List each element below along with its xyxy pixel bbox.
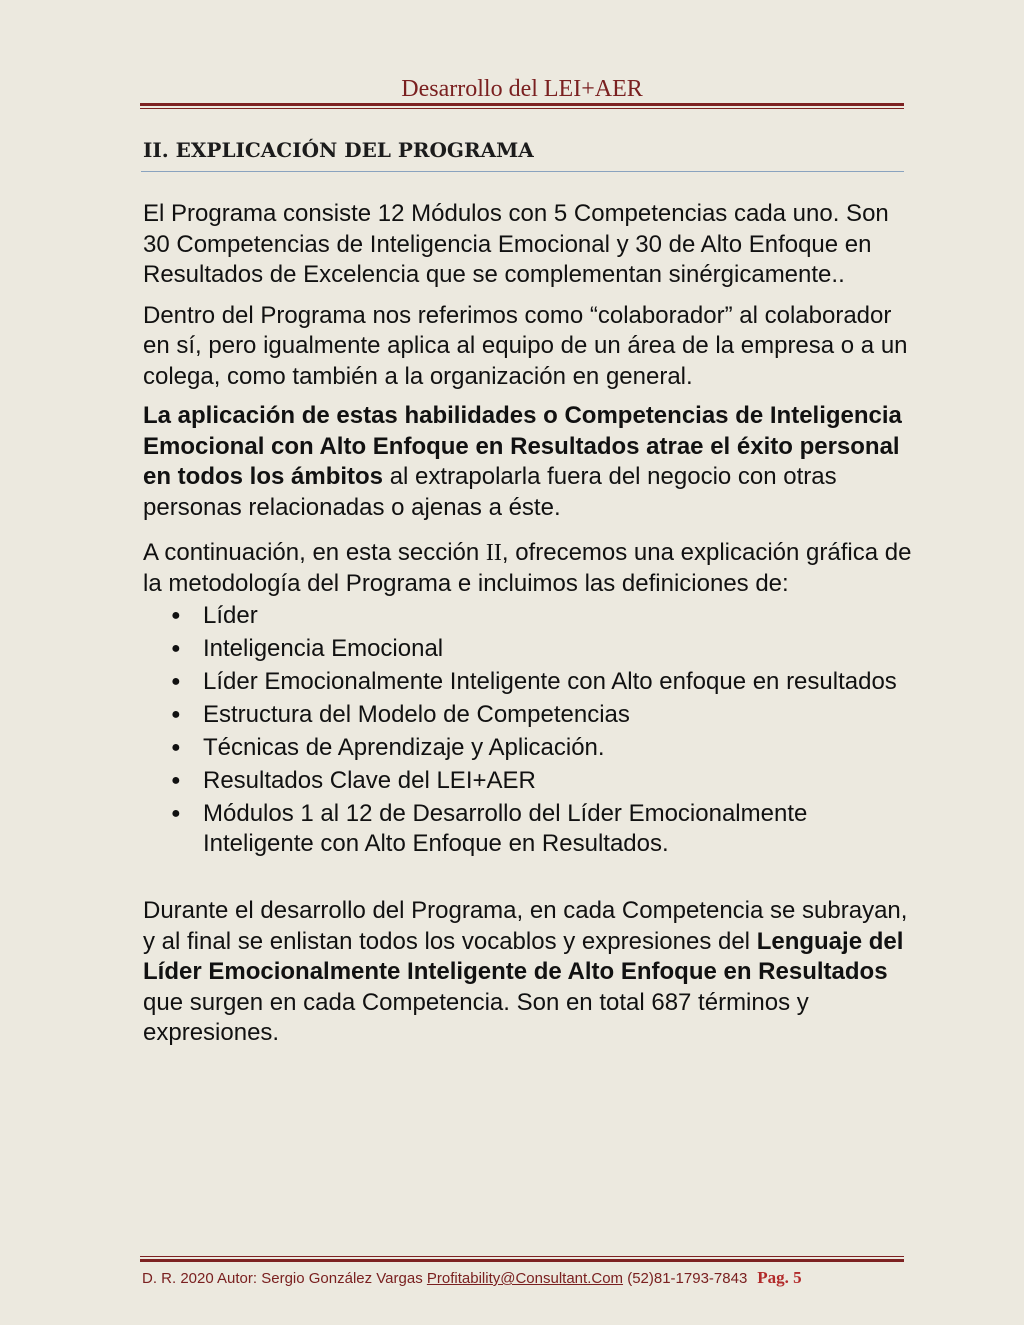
definitions-list (143, 601, 913, 859)
language-bold-text: Lenguaje del Líder Emocionalmente Inteligente de Alto Enfoque en Resultados (143, 927, 904, 985)
list-item-text: Inteligencia Emocional (203, 635, 444, 662)
list-item (143, 601, 913, 631)
list-item (143, 634, 913, 664)
bullet-icon: ● (171, 640, 181, 657)
document-body (143, 199, 913, 1049)
footer-text (142, 1268, 802, 1288)
footer-author: D. R. 2020 Autor: Sergio González Vargas (142, 1270, 427, 1287)
bullet-icon: ● (171, 772, 181, 789)
bullet-icon: ● (171, 739, 181, 756)
list-item-text: Técnicas de Aprendizaje y Aplicación. (203, 734, 605, 761)
continuation-text-a: A continuación, en esta sección (143, 539, 486, 566)
language-text-b: que surgen en cada Competencia. Son en total 687 términos y expresiones. (143, 988, 809, 1046)
section-heading-rule (141, 171, 904, 172)
footer-rule-thin (140, 1256, 904, 1257)
bullet-icon: ● (171, 805, 181, 822)
page-number: Pag. 5 (757, 1268, 802, 1287)
language-text-a: Durante el desarrollo del Programa, en cada Competencia se subrayan, y al final se enlistan todos los vocablos y expresiones del (143, 897, 908, 955)
list-item-text: Estructura del Modelo de Competencias (203, 701, 630, 728)
header-title: Desarrollo del LEI+AER (401, 76, 643, 102)
continuation-text-b: , ofrecemos una explicación gráfica de la metodología del Programa e incluimos las definiciones de: (143, 539, 912, 597)
footer-rule-thick (140, 1259, 904, 1262)
application-bold-text: La aplicación de estas habilidades o Competencias de Inteligencia Emocional con Alto Enfoque en Resultados atrae el éxito personal en todos los ámbitos (143, 402, 902, 490)
header-rule-thin (140, 108, 904, 109)
application-rest-text: al extrapolarla fuera del negocio con otras personas relacionadas o ajenas a éste. (143, 463, 837, 521)
list-item-text: Resultados Clave del LEI+AER (203, 767, 536, 794)
bullet-icon: ● (171, 706, 181, 723)
list-item (143, 799, 913, 859)
list-item (143, 733, 913, 763)
list-item-text: Líder Emocionalmente Inteligente con Alto enfoque en resultados (203, 668, 897, 695)
paragraph-application (143, 401, 913, 523)
paragraph-collaborator: Dentro del Programa nos referimos como “colaborador” al colaborador en sí, pero igualmente aplica al equipo de un área de la empresa o a un colega, como también a la organización en general. (143, 301, 908, 390)
list-item (143, 700, 913, 730)
paragraph-language (143, 896, 913, 1049)
footer-phone: (52)81-1793-7843 (623, 1270, 748, 1287)
header-rule-thick (140, 103, 904, 106)
footer-email-link[interactable]: Profitability@Consultant.Com (426, 1270, 624, 1287)
section-roman-numeral: II (485, 540, 502, 566)
list-item-text: Líder (203, 602, 258, 629)
paragraph-program-overview: El Programa consiste 12 Módulos con 5 Competencias cada uno. Son 30 Competencias de Inteligencia Emocional y 30 de Alto Enfoque en Resultados de Excelencia que se complementan sinérgicamente.. (143, 200, 889, 288)
paragraph-continuation (143, 538, 913, 599)
bullet-icon: ● (171, 673, 181, 690)
list-item-text: Módulos 1 al 12 de Desarrollo del Líder Emocionalmente Inteligente con Alto Enfoque en Resultados. (203, 800, 808, 857)
section-heading: II. EXPLICACIÓN DEL PROGRAMA (143, 138, 534, 162)
list-item (143, 766, 913, 796)
list-item (143, 667, 913, 697)
bullet-icon: ● (171, 607, 181, 624)
